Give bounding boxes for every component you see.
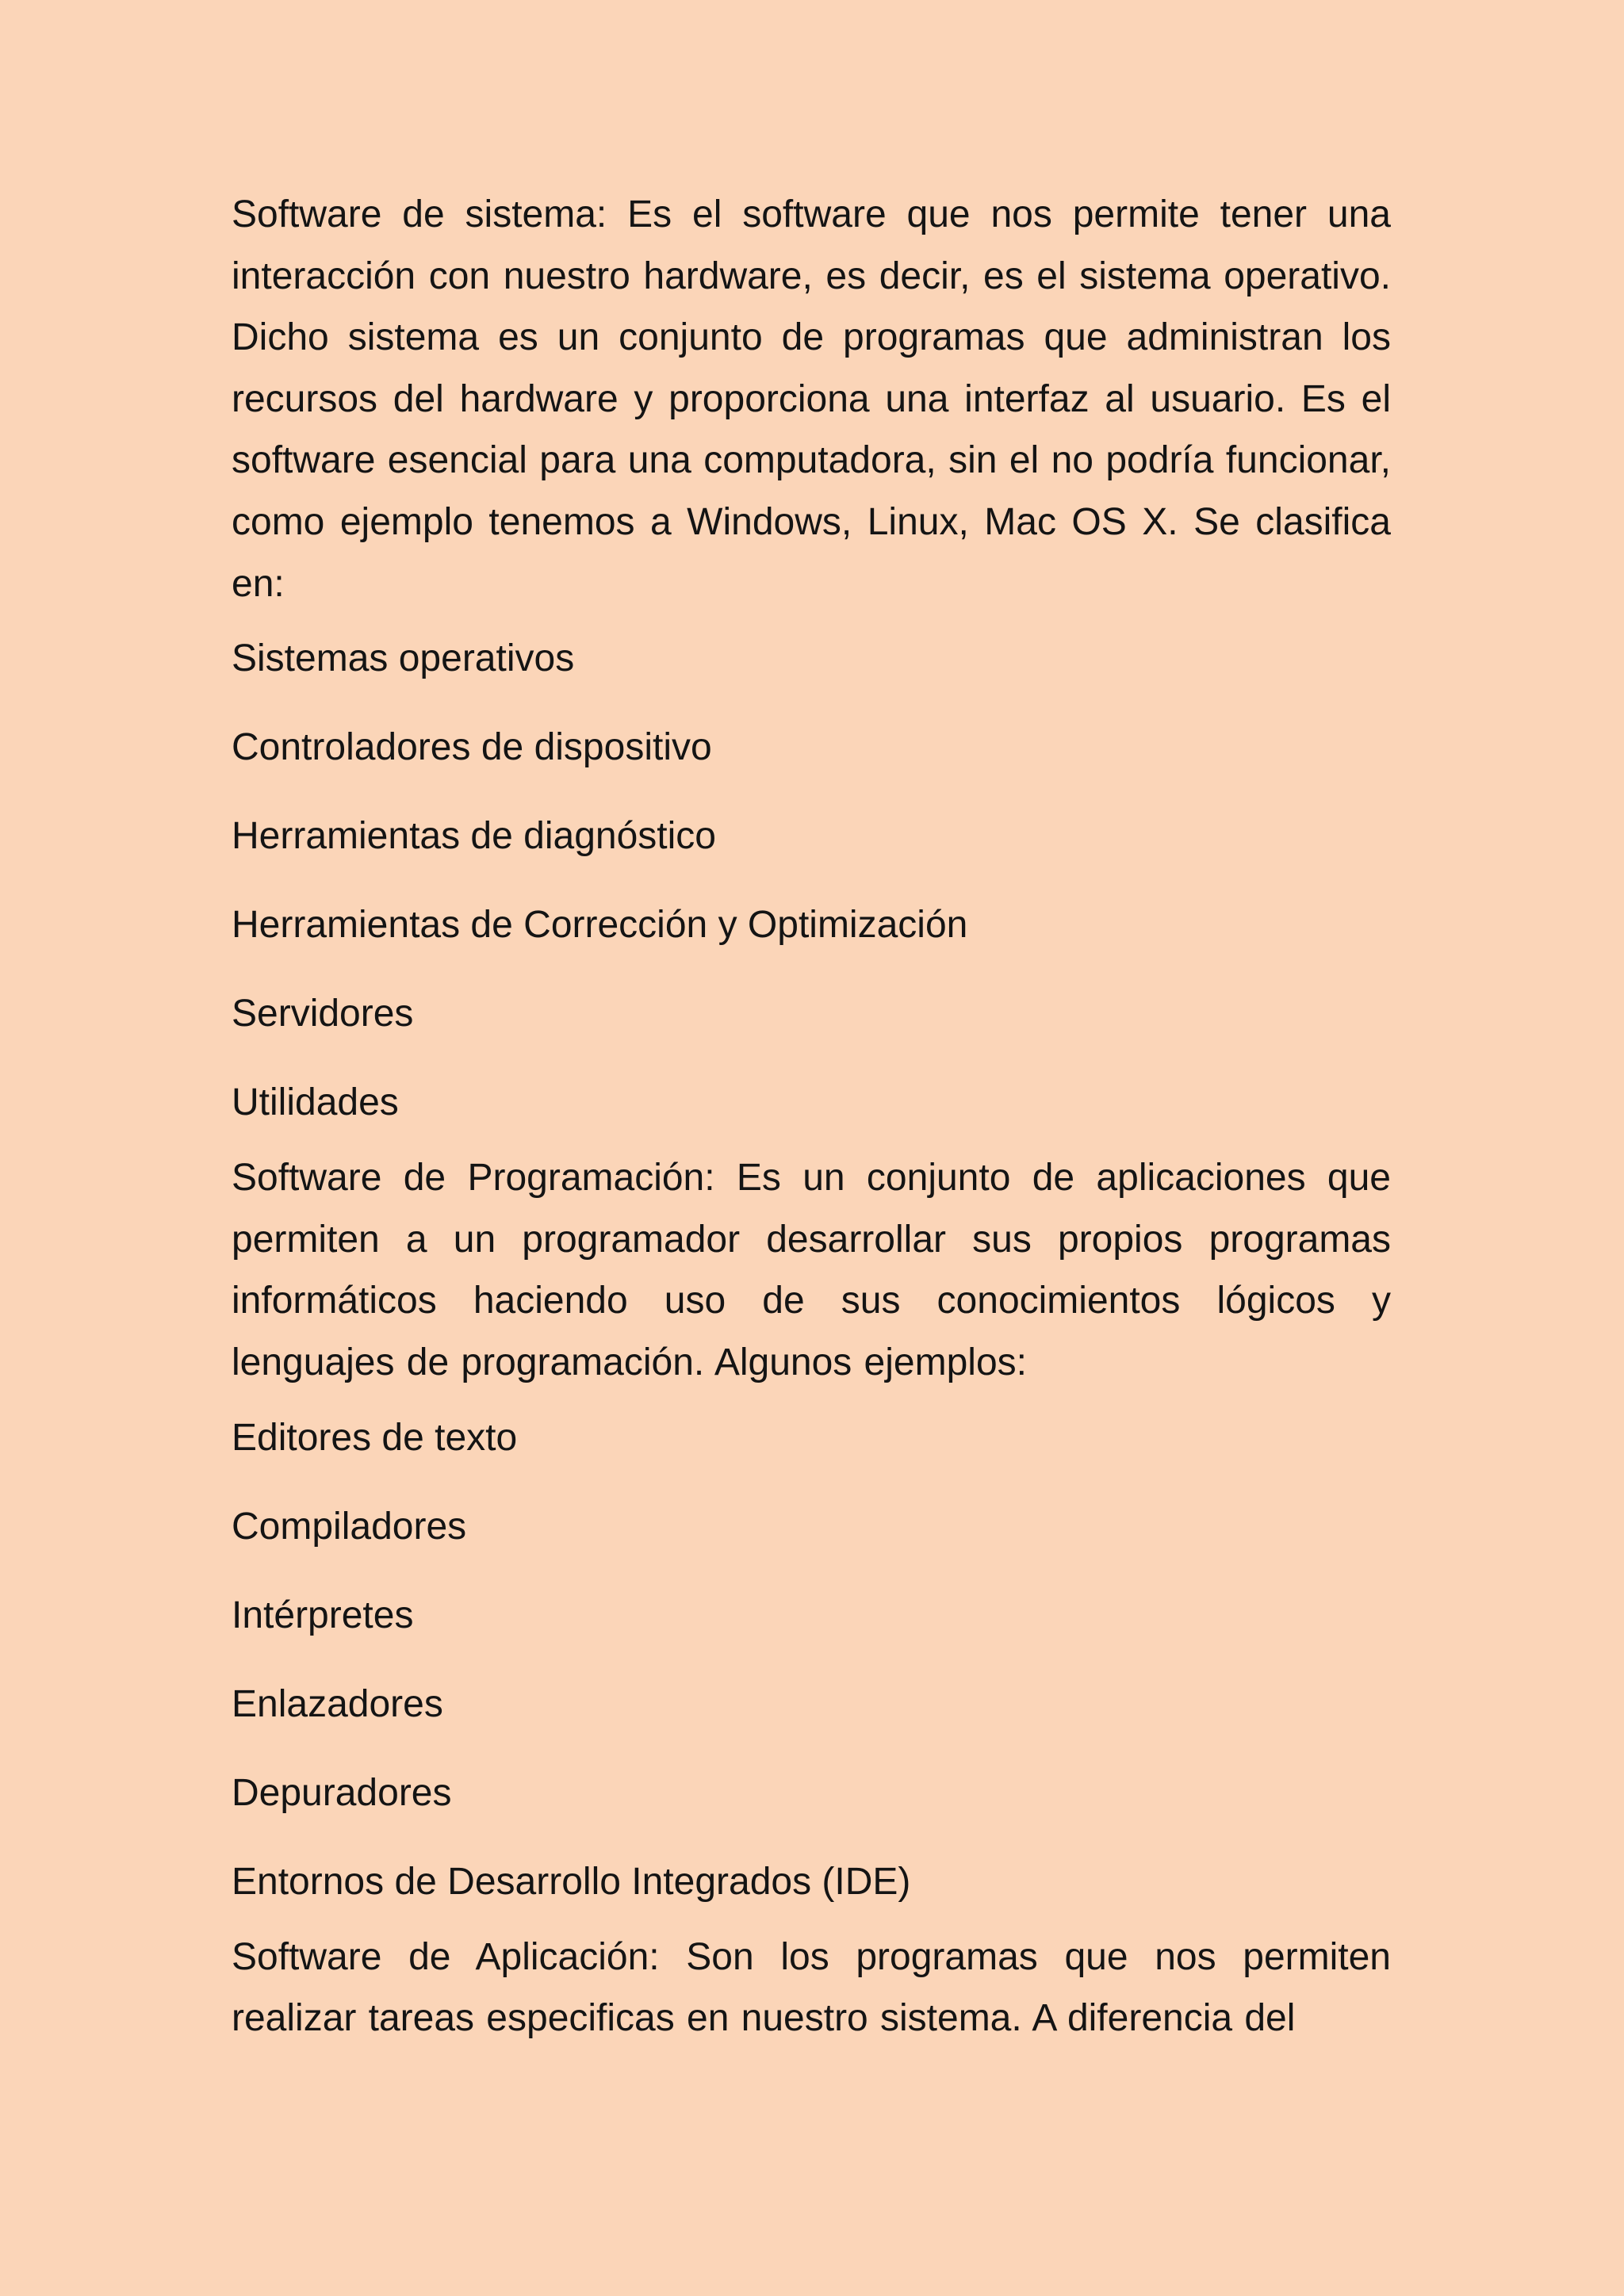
list-item: Herramientas de diagnóstico (232, 815, 716, 858)
list-item: Intérpretes (232, 1594, 414, 1636)
list-item: Servidores (232, 993, 414, 1035)
list-item: Compiladores (232, 1505, 467, 1548)
programming-software-paragraph: Software de Programación: Es un conjunto de aplicaciones que permiten a un programador desarrollar sus propios programas informáticos haciendo uso de sus conocimientos lógicos y lenguajes de programación. Algunos ejemplos: (232, 1157, 1391, 1383)
list-item: Controladores de dispositivo (232, 726, 712, 769)
document-page (232, 184, 1391, 2049)
list-item: Entornos de Desarrollo Integrados (IDE) (232, 1860, 911, 1903)
application-software-paragraph: Software de Aplicación: Son los programas que nos permiten realizar tareas especificas en nuestro sistema. A diferencia del (232, 1935, 1391, 2040)
list-item: Depuradores (232, 1771, 452, 1814)
list-item: Enlazadores (232, 1682, 443, 1725)
list-item: Sistemas operativos (232, 637, 575, 680)
system-software-list (232, 614, 1391, 1147)
list-item: Editores de texto (232, 1416, 518, 1459)
list-item: Herramientas de Corrección y Optimización (232, 904, 968, 947)
system-software-paragraph: Software de sistema: Es el software que nos permite tener una interacción con nuestro hardware, es decir, es el sistema operativo. Dicho sistema es un conjunto de programas que administran los recursos del hardware y proporciona una interfaz al usuario. Es el software esencial para una computadora, sin el no podría funcionar, como ejemplo tenemos a Windows, Linux, Mac OS X. Se clasifica en: (232, 193, 1391, 605)
list-item: Utilidades (232, 1081, 399, 1124)
programming-software-list (232, 1394, 1391, 1927)
